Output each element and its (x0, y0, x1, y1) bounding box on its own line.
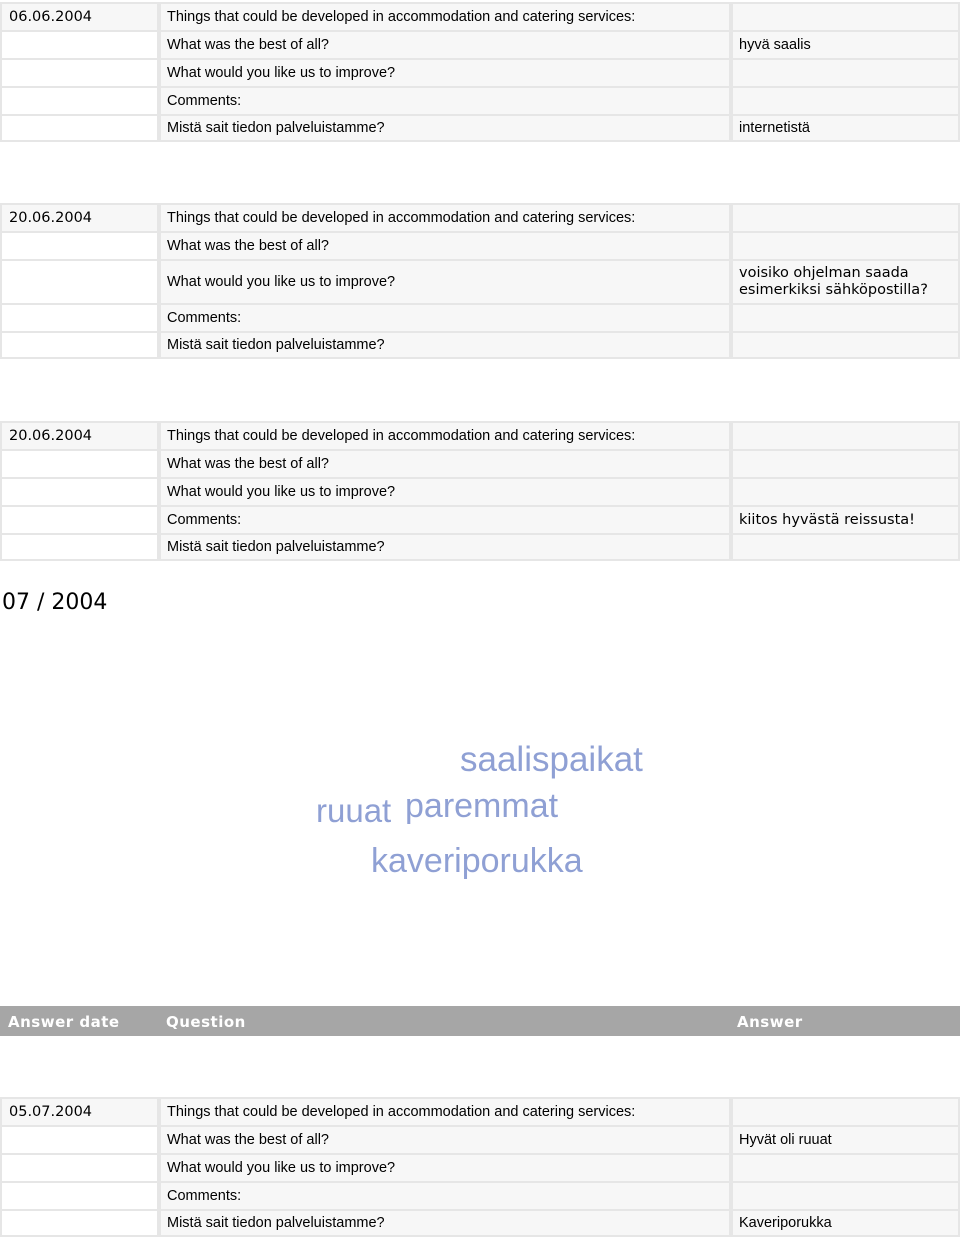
empty-date-cell (0, 116, 159, 140)
table-row (0, 477, 960, 505)
entry-block (0, 1097, 960, 1237)
answer-cell: internetistä (731, 116, 960, 140)
answer-cell (731, 205, 960, 231)
question-cell: What was the best of all? (159, 1127, 731, 1153)
empty-date-cell (0, 60, 159, 86)
answer-cell: voisiko ohjelman saada esimerkiksi sähköpostilla? (731, 261, 960, 303)
month-heading: 07 / 2004 (2, 590, 108, 615)
question-cell: Things that could be developed in accommodation and catering services: (159, 1099, 731, 1125)
table-row (0, 303, 960, 331)
table-row (0, 2, 960, 30)
answer-cell: Kaveriporukka (731, 1211, 960, 1235)
cloud-word: paremmat (405, 787, 559, 825)
cloud-word: saalispaikat (460, 740, 643, 779)
empty-date-cell (0, 1127, 159, 1153)
question-cell: What would you like us to improve? (159, 1155, 731, 1181)
question-cell: What would you like us to improve? (159, 60, 731, 86)
answer-cell (731, 1155, 960, 1181)
answer-cell (731, 535, 960, 559)
table-row (0, 533, 960, 561)
answer-cell: Hyvät oli ruuat (731, 1127, 960, 1153)
table-row (0, 259, 960, 303)
answer-cell (731, 333, 960, 357)
question-cell: Things that could be developed in accommodation and catering services: (159, 4, 731, 30)
cloud-word: ruuat (316, 792, 392, 829)
table-header (0, 1006, 960, 1036)
table-row (0, 1153, 960, 1181)
question-cell: Things that could be developed in accommodation and catering services: (159, 423, 731, 449)
header-answer: Answer (737, 1013, 803, 1031)
question-cell: Comments: (159, 507, 731, 533)
answer-cell (731, 305, 960, 331)
answer-cell: hyvä saalis (731, 32, 960, 58)
question-cell: Mistä sait tiedon palveluistamme? (159, 535, 731, 559)
table-row (0, 1181, 960, 1209)
empty-date-cell (0, 1183, 159, 1209)
answer-date: 05.07.2004 (0, 1099, 159, 1125)
answer-cell (731, 1183, 960, 1209)
empty-date-cell (0, 233, 159, 259)
question-cell: Comments: (159, 88, 731, 114)
table-row (0, 505, 960, 533)
question-cell: Mistä sait tiedon palveluistamme? (159, 1211, 731, 1235)
answer-cell (731, 423, 960, 449)
question-cell: Comments: (159, 305, 731, 331)
answer-cell: kiitos hyvästä reissusta! (731, 507, 960, 533)
question-cell: What would you like us to improve? (159, 261, 731, 303)
question-cell: What was the best of all? (159, 32, 731, 58)
answer-cell (731, 1099, 960, 1125)
table-row (0, 58, 960, 86)
entry-block (0, 203, 960, 359)
answer-cell (731, 60, 960, 86)
answer-date: 20.06.2004 (0, 205, 159, 231)
answer-date: 06.06.2004 (0, 4, 159, 30)
question-cell: What would you like us to improve? (159, 479, 731, 505)
table-row (0, 114, 960, 142)
question-cell: Mistä sait tiedon palveluistamme? (159, 333, 731, 357)
entry-block (0, 2, 960, 142)
answer-cell (731, 4, 960, 30)
empty-date-cell (0, 32, 159, 58)
table-row (0, 86, 960, 114)
table-row (0, 421, 960, 449)
question-cell: Things that could be developed in accommodation and catering services: (159, 205, 731, 231)
empty-date-cell (0, 333, 159, 357)
table-row (0, 449, 960, 477)
header-answer-date: Answer date (8, 1013, 120, 1031)
empty-date-cell (0, 261, 159, 303)
table-row (0, 1125, 960, 1153)
table-row (0, 331, 960, 359)
answer-date: 20.06.2004 (0, 423, 159, 449)
answer-cell (731, 479, 960, 505)
empty-date-cell (0, 1155, 159, 1181)
question-cell: Comments: (159, 1183, 731, 1209)
question-cell: What was the best of all? (159, 233, 731, 259)
empty-date-cell (0, 305, 159, 331)
empty-date-cell (0, 507, 159, 533)
table-row (0, 30, 960, 58)
cloud-word: kaveriporukka (371, 842, 583, 880)
empty-date-cell (0, 451, 159, 477)
header-question: Question (166, 1013, 246, 1031)
answer-cell (731, 233, 960, 259)
empty-date-cell (0, 479, 159, 505)
question-cell: What was the best of all? (159, 451, 731, 477)
question-cell: Mistä sait tiedon palveluistamme? (159, 116, 731, 140)
table-row (0, 1097, 960, 1125)
empty-date-cell (0, 1211, 159, 1235)
answer-cell (731, 88, 960, 114)
table-row (0, 203, 960, 231)
table-row (0, 1209, 960, 1237)
answer-cell (731, 451, 960, 477)
table-row (0, 231, 960, 259)
empty-date-cell (0, 535, 159, 559)
empty-date-cell (0, 88, 159, 114)
entry-block (0, 421, 960, 561)
